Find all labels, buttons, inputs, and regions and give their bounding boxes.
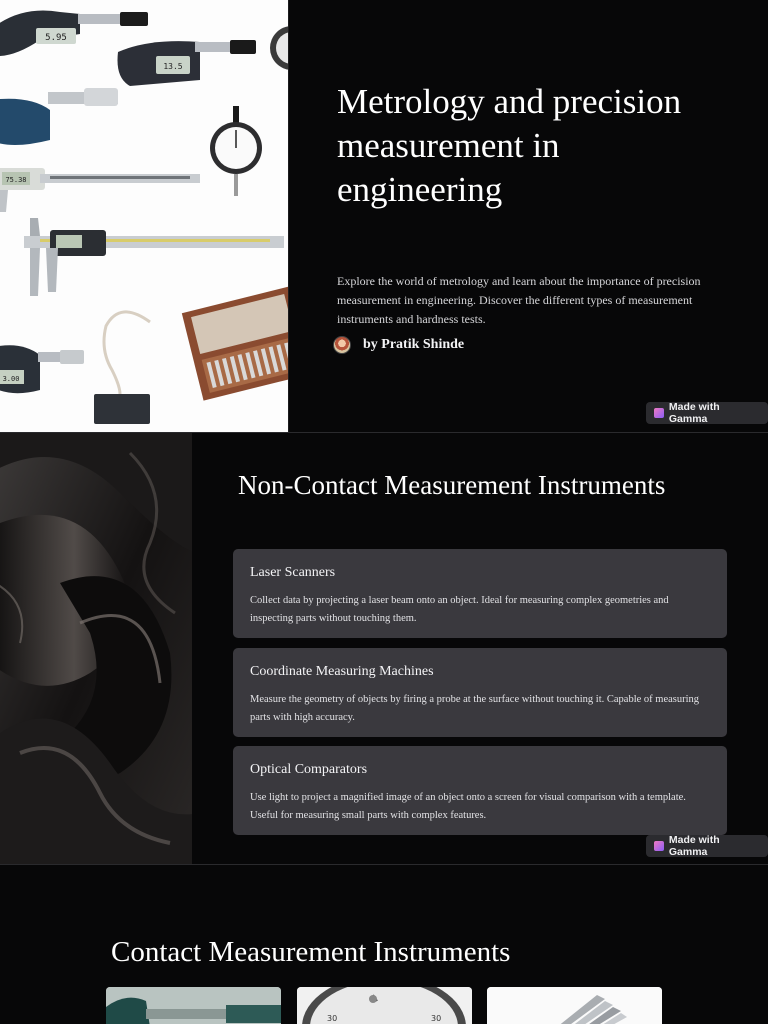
card-description: Collect data by projecting a laser beam onto an object. Ideal for measuring complex geometries and inspecting parts without touching them. [250,595,669,624]
dial-gauge-photo [297,987,472,1024]
made-with-gamma-button[interactable] [646,402,768,424]
author-byline [333,336,464,354]
card-title: Laser Scanners [250,565,336,580]
avatar [333,336,351,354]
cmm-card [233,648,727,737]
title-content [288,0,768,432]
micrometer-readout: 5.95 [45,33,67,43]
page-title: Metrology and precision measurement in engineering [337,82,682,209]
feeler-gauge-photo [487,987,662,1024]
gamma-logo-icon [654,408,664,418]
caliper-readout: 75.38 [5,176,27,184]
micrometer-readout-2: 13.5 [163,62,183,71]
section-title: Contact Measurement Instruments [111,936,511,968]
section-title: Non-Contact Measurement Instruments [238,470,666,500]
gamma-logo-icon [654,841,664,851]
measuring-tools-illustration [0,0,288,432]
intro-description: Explore the world of metrology and learn about the importance of precision measurement in engineering. Discover the different types of measurement instruments and hardness tests. [337,274,701,326]
card-title: Optical Comparators [250,762,368,777]
micrometer-readout-3: 3.00 [2,375,20,383]
dial-gauge-thumbnail [297,987,472,1024]
gamma-badge-label: Made with Gamma [668,401,720,425]
measuring-tools-image [0,0,288,432]
card-description: Use light to project a magnified image of an object onto a screen for visual comparison with a template. Useful for measuring small parts with complex features. [250,792,686,821]
dial-tick-label: 30 [327,1014,338,1023]
title-slide [0,0,768,432]
micrometer-photo [106,987,281,1024]
micrometer-thumbnail [106,987,281,1024]
dial-tick-label: 30 [431,1014,442,1023]
author-name: by Pratik Shinde [363,337,465,352]
feeler-gauge-thumbnail [487,987,662,1024]
card-description: Measure the geometry of objects by firing a probe at the surface without touching it. Capable of measuring parts with high accuracy. [250,694,700,723]
dark-silk-illustration [0,433,192,864]
contact-slide [0,864,768,1024]
non-contact-slide [0,432,768,864]
made-with-gamma-button[interactable] [646,835,768,857]
gamma-badge-label: Made with Gamma [668,834,720,858]
card-title: Coordinate Measuring Machines [250,664,434,679]
optical-comparators-card [233,746,727,835]
laser-scanners-card [233,549,727,638]
abstract-fabric-image [0,433,192,864]
